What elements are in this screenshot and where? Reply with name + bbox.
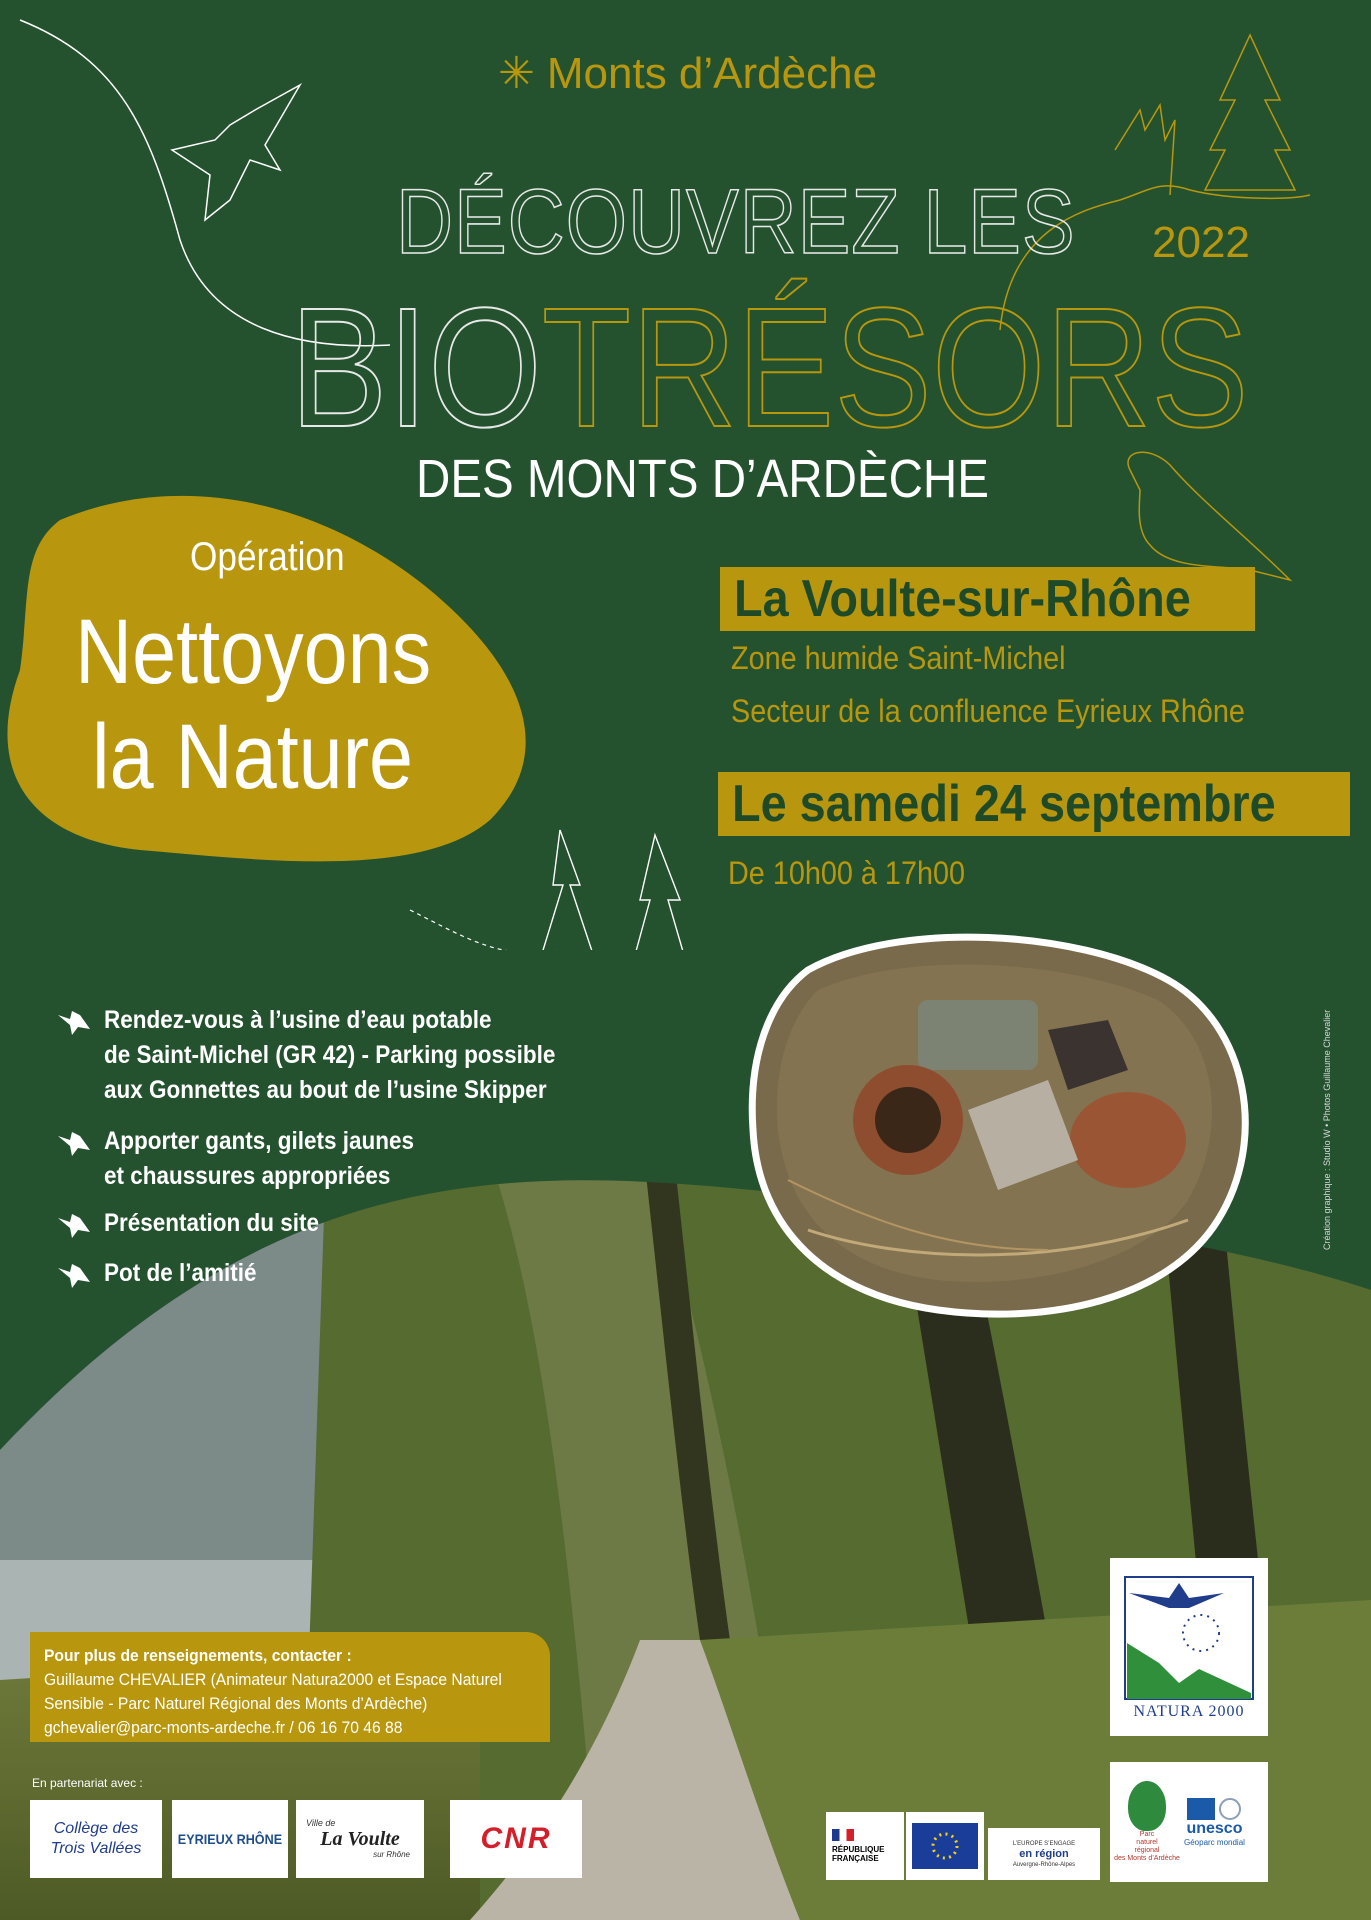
- fir-tree-icon: [1205, 35, 1295, 190]
- cnr-logo: [450, 1800, 582, 1878]
- bullet-line: Apporter gants, gilets jaunes: [104, 1127, 415, 1155]
- unesco-emblem: [1187, 1798, 1241, 1820]
- voulte-sub: sur Rhône: [373, 1850, 410, 1859]
- bullet-text: [104, 1003, 555, 1108]
- title-line-1: DÉCOUVREZ LES: [396, 171, 1076, 273]
- pine-tree-icon: [540, 830, 595, 960]
- operation-label: Opération: [190, 535, 345, 579]
- bullet-text: [104, 1124, 414, 1194]
- eyrieux-text: EYRIEUX RHÔNE: [177, 1831, 283, 1847]
- partners-label: En partenariat avec :: [32, 1776, 143, 1790]
- title-line-3: DES MONTS D’ARDÈCHE: [416, 449, 989, 509]
- voulte-ville: Ville de: [306, 1818, 336, 1828]
- operation-title-line-1: Nettoyons: [75, 601, 432, 703]
- region-line: en région: [1019, 1847, 1069, 1860]
- bullet-line: Rendez-vous à l’usine d’eau potable: [104, 1006, 492, 1034]
- unesco-temple-icon: [1187, 1798, 1215, 1820]
- event-time: De 10h00 à 17h00: [728, 855, 966, 891]
- bird-icon: [56, 1005, 92, 1037]
- parc-line: des Monts d’Ardèche: [1114, 1855, 1180, 1862]
- voulte-name: La Voulte: [320, 1828, 400, 1850]
- geopark-circle-icon: [1219, 1798, 1241, 1820]
- bullet-line: aux Gonnettes au bout de l’usine Skipper: [104, 1076, 547, 1104]
- parc-line: régional: [1134, 1847, 1160, 1854]
- college-line: Collège des: [53, 1820, 139, 1837]
- event-date: [718, 772, 1350, 836]
- cnr-text: CNR: [480, 1822, 552, 1855]
- bullet-line: Pot de l’amitié: [104, 1259, 257, 1287]
- year: 2022: [1152, 218, 1250, 267]
- event-place-sub-2: Secteur de la confluence Eyrieux Rhône: [731, 693, 1245, 729]
- rf-line: RÉPUBLIQUE: [832, 1845, 885, 1854]
- event-place-text: La Voulte-sur-Rhône: [734, 570, 1191, 628]
- bird-icon: [56, 1208, 92, 1240]
- contact-line: Guillaume CHEVALIER (Animateur Natura2000 et Espace Naturel: [44, 1670, 502, 1689]
- unesco-sub: Géoparc mondial: [1184, 1837, 1245, 1847]
- event-date-text: Le samedi 24 septembre: [732, 775, 1276, 833]
- parc-line: Parc: [1139, 1831, 1155, 1838]
- bullet-line: Présentation du site: [104, 1209, 320, 1237]
- eyrieux-rhone-logo: [172, 1800, 288, 1878]
- credit-text: Création graphique : Studio W • Photos Guillaume Chevalier: [1322, 1009, 1332, 1250]
- republique-francaise-logo: [826, 1812, 904, 1880]
- operation-title-line-2: la Nature: [92, 706, 414, 808]
- event-place: [720, 567, 1255, 631]
- robin-bird-icon: [1128, 452, 1290, 580]
- college-logo: [30, 1800, 162, 1878]
- bird-icon: [56, 1126, 92, 1158]
- region-line: L’EUROPE S’ENGAGE: [1012, 1840, 1076, 1847]
- bird-icon: [56, 1258, 92, 1290]
- eu-flag-logo: [906, 1812, 984, 1880]
- stump-icon: [1115, 105, 1175, 195]
- unesco-logo: [1184, 1798, 1245, 1847]
- eu-stars-icon: [912, 1823, 978, 1869]
- natura-geese-icon: [1119, 1573, 1259, 1703]
- bullet-item: [56, 1124, 449, 1194]
- bullet-item: [56, 1003, 606, 1108]
- contact-title: Pour plus de renseignements, contacter :: [44, 1646, 352, 1665]
- unesco-text: unesco: [1186, 1819, 1243, 1837]
- contact-box: [30, 1632, 550, 1742]
- bullet-text: [104, 1206, 319, 1241]
- natura-2000-logo: [1110, 1558, 1268, 1736]
- contact-email-phone: gchevalier@parc-monts-ardeche.fr / 06 16 70 46 88: [44, 1718, 403, 1737]
- college-line: Trois Vallées: [50, 1840, 142, 1857]
- brand-text: Monts d’Ardèche: [546, 48, 878, 98]
- french-flag-icon: [832, 1829, 854, 1841]
- bullet-line: de Saint-Michel (GR 42) - Parking possible: [104, 1041, 556, 1069]
- rf-line: FRANÇAISE: [832, 1854, 879, 1863]
- bullet-text: [104, 1256, 257, 1291]
- flying-bird-icon: [172, 85, 300, 220]
- event-place-sub-1: Zone humide Saint-Michel: [731, 640, 1066, 676]
- parc-line: naturel: [1136, 1839, 1158, 1846]
- brand-label: [498, 48, 877, 99]
- sun-star-icon: ✳: [498, 49, 535, 98]
- title-tresors: TRÉSORS: [541, 273, 1249, 463]
- parc-leaf-icon: [1128, 1781, 1166, 1831]
- region-line: Auvergne-Rhône-Alpes: [1012, 1861, 1076, 1868]
- litter-photo: [748, 930, 1258, 1320]
- bullet-line: et chaussures appropriées: [104, 1162, 391, 1190]
- bullet-item: [56, 1206, 343, 1241]
- region-logo: [988, 1828, 1100, 1880]
- parc-unesco-logos: [1110, 1762, 1268, 1882]
- title-biotresors: [290, 270, 1249, 466]
- parc-naturel-logo: [1114, 1781, 1180, 1863]
- title-bio: BIO: [290, 273, 542, 463]
- la-voulte-logo: [296, 1800, 424, 1878]
- contact-line: Sensible - Parc Naturel Régional des Monts d’Ardèche): [44, 1694, 428, 1713]
- natura-text: NATURA 2000: [1133, 1703, 1245, 1720]
- bullet-item: [56, 1256, 273, 1291]
